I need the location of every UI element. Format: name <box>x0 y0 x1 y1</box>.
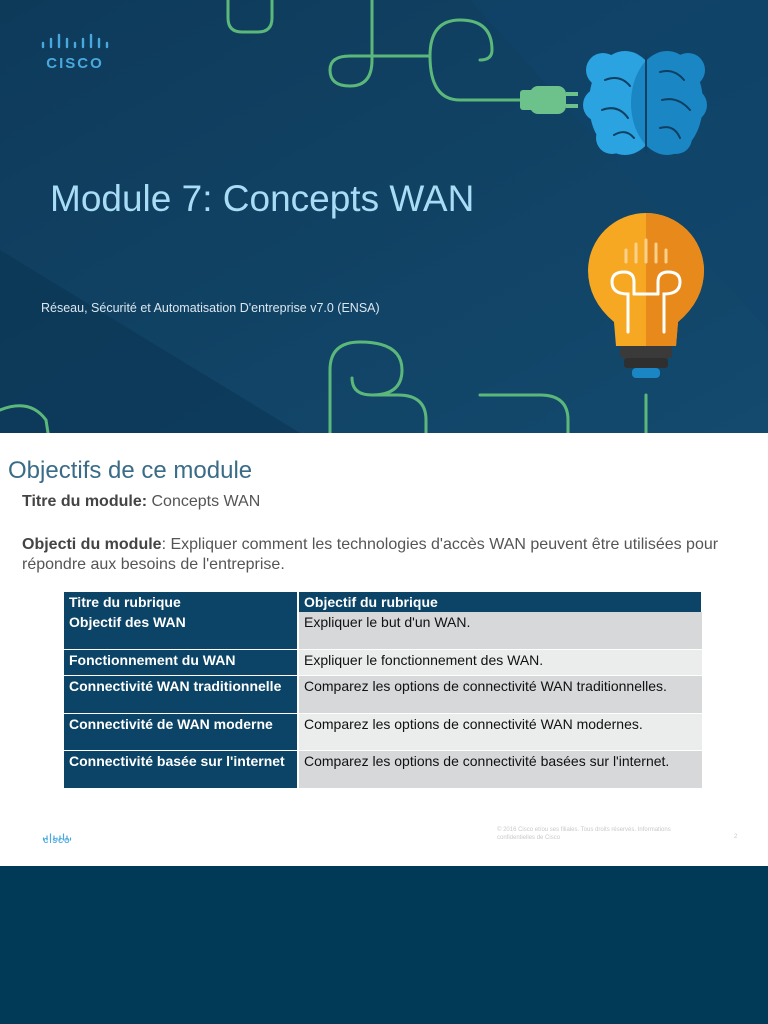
topic-title-cell: Fonctionnement du WAN <box>64 649 298 675</box>
table-row <box>64 713 702 750</box>
topics-table <box>64 592 703 789</box>
topic-objective-cell: Comparez les options de connectivité WAN modernes. <box>298 713 702 750</box>
objectives-slide <box>0 433 768 866</box>
module-objective-value: : Expliquer comment les technologies d'accès WAN peuvent être utilisées pour répondre aux besoins de l'entreprise. <box>22 536 719 573</box>
course-subtitle: Réseau, Sécurité et Automatisation D'entreprise v7.0 (ENSA) <box>41 301 380 315</box>
module-title-label: Titre du module: <box>22 493 148 510</box>
module-objective-line <box>22 535 742 575</box>
topic-objective-cell: Expliquer le but d'un WAN. <box>298 612 702 649</box>
objectives-heading: Objectifs de ce module <box>8 457 253 484</box>
table-row <box>64 649 702 675</box>
topic-objective-cell: Expliquer le fonctionnement des WAN. <box>298 649 702 675</box>
cisco-logo-text: CISCO <box>46 55 104 72</box>
table-row <box>64 750 702 788</box>
module-title-line <box>22 493 260 511</box>
topic-title-cell: Connectivité WAN traditionnelle <box>64 675 298 713</box>
title-slide <box>0 0 768 433</box>
topic-title-cell: Objectif des WAN <box>64 612 298 649</box>
brain-icon <box>583 51 707 155</box>
topic-objective-cell: Comparez les options de connectivité basées sur l'internet. <box>298 750 702 788</box>
page-number: 2 <box>734 834 738 840</box>
footer-copyright: © 2016 Cisco et/ou ses filiales. Tous droits réservés. Informations confidentielles de Cisco <box>497 827 671 841</box>
column-header-title: Titre du rubrique <box>64 592 298 612</box>
table-header-row <box>64 592 702 612</box>
module-title-value: Concepts WAN <box>147 493 261 510</box>
topic-title-cell: Connectivité basée sur l'internet <box>64 750 298 788</box>
footer-logo-text: CISCO <box>43 838 71 845</box>
column-header-objective: Objectif du rubrique <box>298 592 702 612</box>
module-objective-label: Objecti du module <box>22 536 162 553</box>
topic-objective-cell: Comparez les options de connectivité WAN traditionnelles. <box>298 675 702 713</box>
table-row <box>64 675 702 713</box>
footer-cisco-logo <box>42 829 72 847</box>
cisco-bars-icon <box>40 33 110 53</box>
topic-title-cell: Connectivité de WAN moderne <box>64 713 298 750</box>
table-row <box>64 612 702 649</box>
cisco-logo <box>40 33 110 73</box>
module-title: Module 7: Concepts WAN <box>50 178 475 219</box>
